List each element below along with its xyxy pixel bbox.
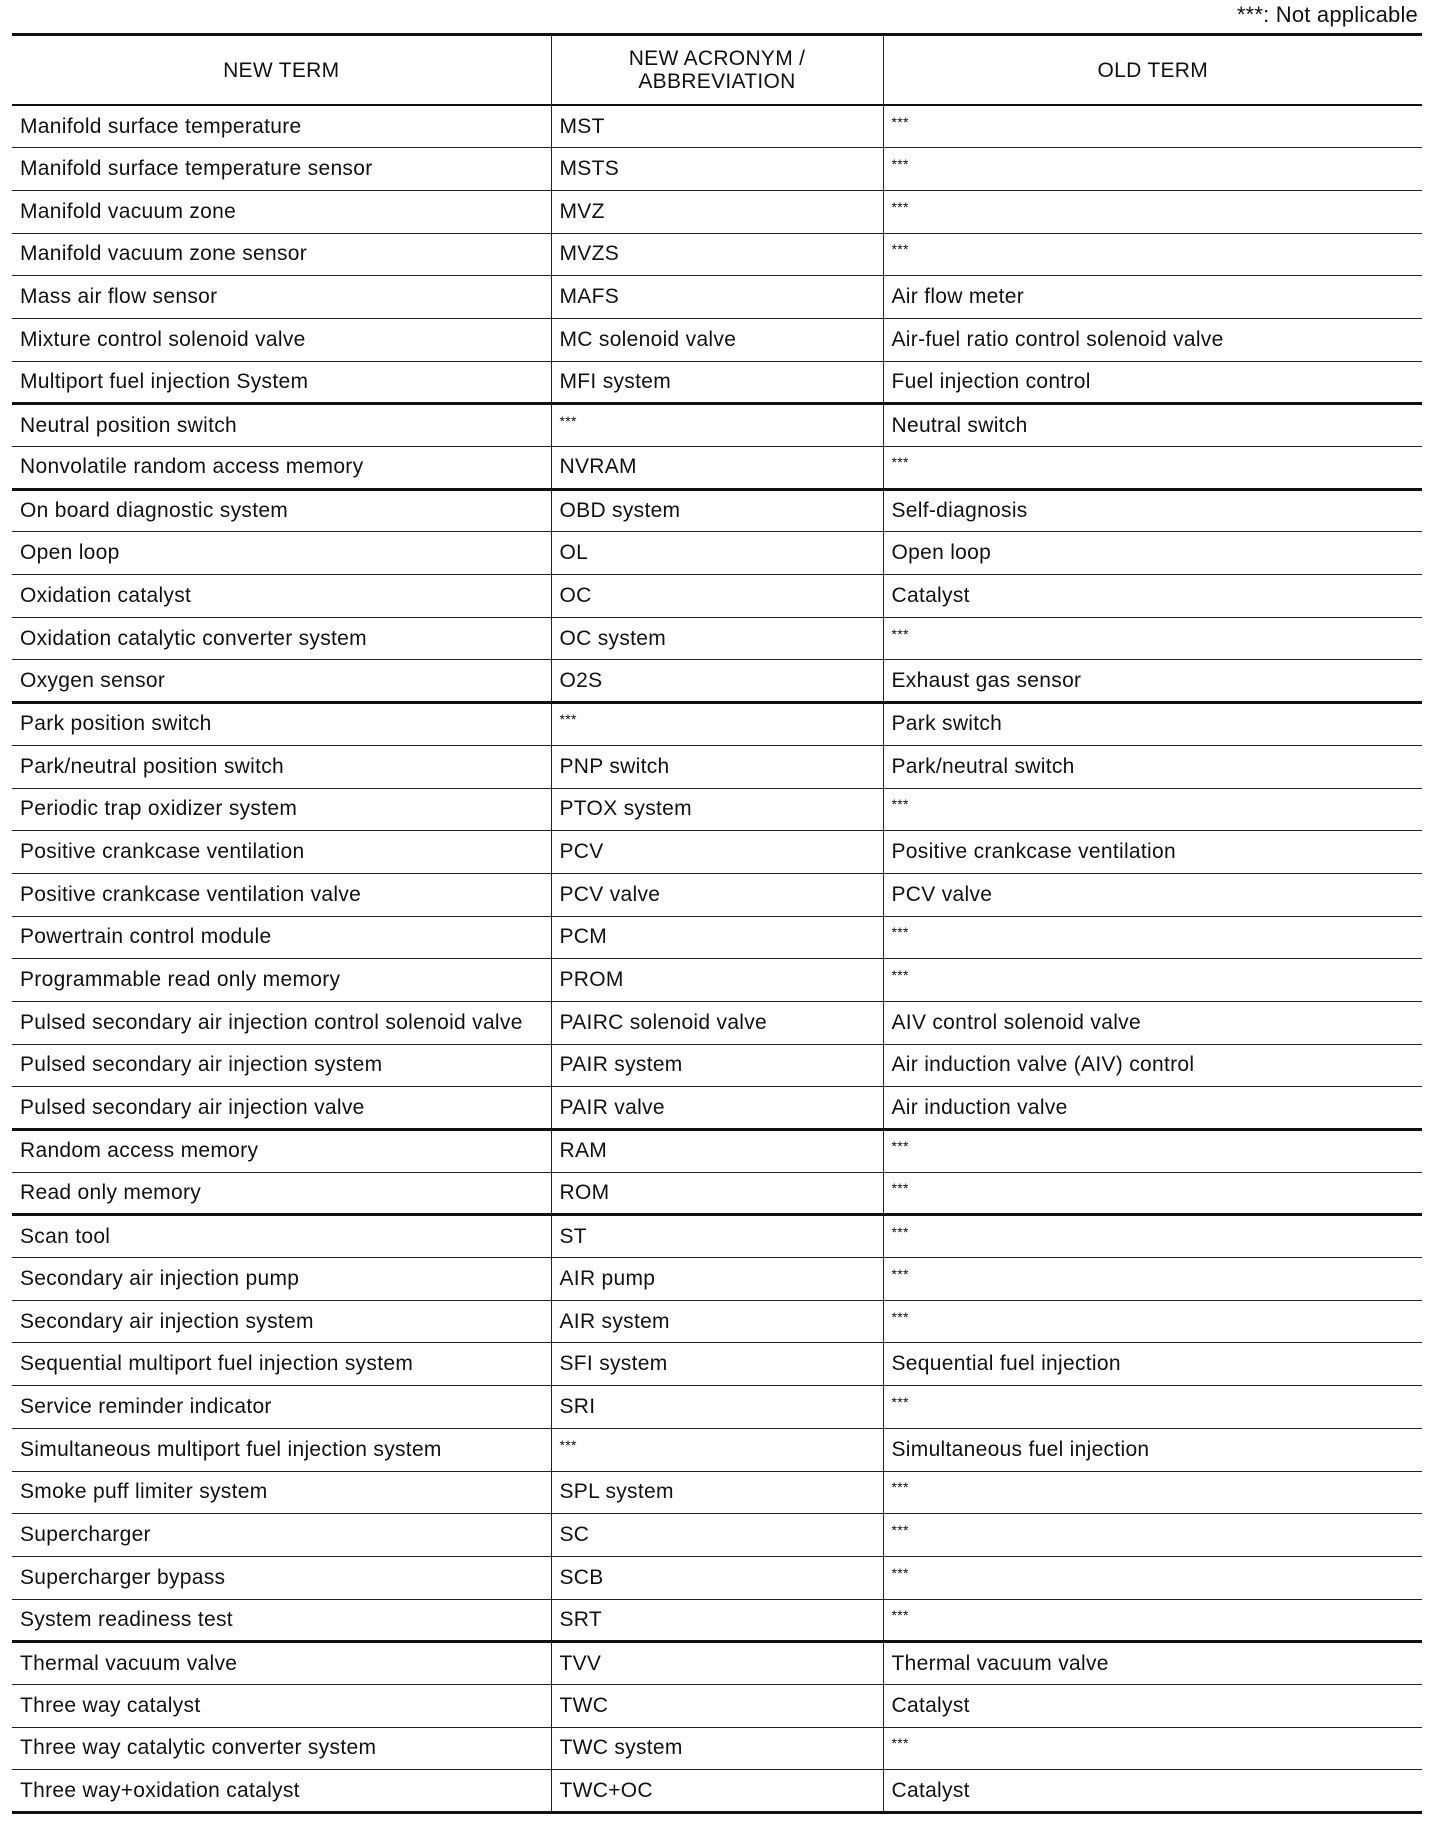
acronym-cell: TVV [551, 1642, 883, 1685]
acronym-cell: MVZS [551, 233, 883, 276]
table-row [12, 489, 1422, 532]
new-term-cell: Three way catalytic converter system [12, 1727, 551, 1770]
old-term-cell: Park/neutral switch [883, 745, 1422, 788]
table-row [12, 532, 1422, 575]
new-term-cell: Powertrain control module [12, 916, 551, 959]
new-term-cell: Three way catalyst [12, 1684, 551, 1727]
acronym-cell: PAIR system [551, 1044, 883, 1087]
old-term-cell: Park switch [883, 703, 1422, 746]
acronym-cell: SRI [551, 1386, 883, 1429]
new-term-cell: Open loop [12, 532, 551, 575]
new-term-cell: Manifold vacuum zone sensor [12, 233, 551, 276]
terminology-table [12, 33, 1422, 1814]
acronym-cell: MST [551, 105, 883, 148]
header-new-term: NEW TERM [12, 35, 551, 106]
new-term-cell: Manifold surface temperature sensor [12, 148, 551, 191]
old-term-cell: Air flow meter [883, 276, 1422, 319]
table-row [12, 361, 1422, 404]
new-term-cell: Secondary air injection pump [12, 1258, 551, 1301]
not-applicable-note: ***: Not applicable [1236, 2, 1418, 27]
old-term-cell: Catalyst [883, 575, 1422, 618]
table-row [12, 788, 1422, 831]
acronym-cell: SPL system [551, 1471, 883, 1514]
acronym-cell: PCM [551, 916, 883, 959]
old-term-cell: *** [883, 1556, 1422, 1599]
new-term-cell: Thermal vacuum valve [12, 1642, 551, 1685]
new-term-cell: Supercharger [12, 1514, 551, 1557]
new-term-cell: Neutral position switch [12, 404, 551, 447]
acronym-cell: PAIR valve [551, 1087, 883, 1130]
table-row [12, 1642, 1422, 1685]
table-row [12, 1770, 1422, 1813]
table-row [12, 190, 1422, 233]
old-term-cell: Air induction valve (AIV) control [883, 1044, 1422, 1087]
old-term-cell: *** [883, 1514, 1422, 1557]
table-row [12, 1684, 1422, 1727]
new-term-cell: Secondary air injection system [12, 1300, 551, 1343]
new-term-cell: Pulsed secondary air injection valve [12, 1087, 551, 1130]
acronym-cell: NVRAM [551, 447, 883, 490]
acronym-cell: SFI system [551, 1343, 883, 1386]
table-row [12, 1386, 1422, 1429]
new-term-cell: Programmable read only memory [12, 959, 551, 1002]
table-row [12, 617, 1422, 660]
acronym-cell: *** [551, 1428, 883, 1471]
old-term-cell: *** [883, 447, 1422, 490]
acronym-cell: PROM [551, 959, 883, 1002]
old-term-cell: Self-diagnosis [883, 489, 1422, 532]
header-new-acronym-line1: NEW ACRONYM / [628, 47, 806, 70]
new-term-cell: Periodic trap oxidizer system [12, 788, 551, 831]
old-term-cell: *** [883, 1300, 1422, 1343]
table-row [12, 318, 1422, 361]
old-term-cell: Catalyst [883, 1770, 1422, 1813]
table-row [12, 1044, 1422, 1087]
old-term-cell: *** [883, 148, 1422, 191]
table-row [12, 745, 1422, 788]
table-row [12, 703, 1422, 746]
old-term-cell: Air induction valve [883, 1087, 1422, 1130]
new-term-cell: Nonvolatile random access memory [12, 447, 551, 490]
table-row [12, 1300, 1422, 1343]
acronym-cell: PNP switch [551, 745, 883, 788]
acronym-cell: OC [551, 575, 883, 618]
old-term-cell: *** [883, 1386, 1422, 1429]
acronym-cell: *** [551, 703, 883, 746]
new-term-cell: Mass air flow sensor [12, 276, 551, 319]
table-row [12, 575, 1422, 618]
new-term-cell: Service reminder indicator [12, 1386, 551, 1429]
acronym-cell: MAFS [551, 276, 883, 319]
acronym-cell: PCV valve [551, 873, 883, 916]
acronym-cell: SC [551, 1514, 883, 1557]
old-term-cell: Positive crankcase ventilation [883, 831, 1422, 874]
table-row [12, 959, 1422, 1002]
acronym-cell: SCB [551, 1556, 883, 1599]
new-term-cell: Simultaneous multiport fuel injection system [12, 1428, 551, 1471]
table-row [12, 1343, 1422, 1386]
table-row [12, 1172, 1422, 1215]
old-term-cell: *** [883, 190, 1422, 233]
new-term-cell: Oxidation catalytic converter system [12, 617, 551, 660]
new-term-cell: Smoke puff limiter system [12, 1471, 551, 1514]
new-term-cell: Pulsed secondary air injection control solenoid valve [12, 1001, 551, 1044]
table-row [12, 233, 1422, 276]
new-term-cell: Oxidation catalyst [12, 575, 551, 618]
old-term-cell: *** [883, 105, 1422, 148]
old-term-cell: *** [883, 1258, 1422, 1301]
new-term-cell: Park/neutral position switch [12, 745, 551, 788]
acronym-cell: OC system [551, 617, 883, 660]
new-term-cell: Manifold vacuum zone [12, 190, 551, 233]
new-term-cell: Manifold surface temperature [12, 105, 551, 148]
acronym-cell: MSTS [551, 148, 883, 191]
table-row [12, 1471, 1422, 1514]
table-row [12, 1556, 1422, 1599]
header-old-term: OLD TERM [883, 35, 1422, 106]
old-term-cell: Sequential fuel injection [883, 1343, 1422, 1386]
acronym-cell: PCV [551, 831, 883, 874]
table-row [12, 1727, 1422, 1770]
acronym-cell: AIR system [551, 1300, 883, 1343]
acronym-cell: ROM [551, 1172, 883, 1215]
new-term-cell: Scan tool [12, 1215, 551, 1258]
old-term-cell: *** [883, 1727, 1422, 1770]
table-row [12, 1087, 1422, 1130]
new-term-cell: Multiport fuel injection System [12, 361, 551, 404]
old-term-cell: Air-fuel ratio control solenoid valve [883, 318, 1422, 361]
acronym-cell: MFI system [551, 361, 883, 404]
old-term-cell: *** [883, 1130, 1422, 1173]
old-term-cell: Catalyst [883, 1684, 1422, 1727]
old-term-cell: *** [883, 959, 1422, 1002]
new-term-cell: Park position switch [12, 703, 551, 746]
header-new-acronym-line2: ABBREVIATION [638, 70, 796, 93]
acronym-cell: *** [551, 404, 883, 447]
acronym-cell: TWC+OC [551, 1770, 883, 1813]
new-term-cell: Random access memory [12, 1130, 551, 1173]
new-term-cell: On board diagnostic system [12, 489, 551, 532]
table-row [12, 105, 1422, 148]
table-row [12, 1514, 1422, 1557]
table-row [12, 916, 1422, 959]
table-row [12, 276, 1422, 319]
new-term-cell: Three way+oxidation catalyst [12, 1770, 551, 1813]
old-term-cell: *** [883, 1471, 1422, 1514]
acronym-cell: OL [551, 532, 883, 575]
old-term-cell: Neutral switch [883, 404, 1422, 447]
old-term-cell: *** [883, 1599, 1422, 1642]
acronym-cell: AIR pump [551, 1258, 883, 1301]
table-body [12, 105, 1422, 1813]
acronym-cell: PAIRC solenoid valve [551, 1001, 883, 1044]
new-term-cell: Sequential multiport fuel injection system [12, 1343, 551, 1386]
old-term-cell: Open loop [883, 532, 1422, 575]
old-term-cell: *** [883, 1215, 1422, 1258]
acronym-cell: RAM [551, 1130, 883, 1173]
table-row [12, 1001, 1422, 1044]
new-term-cell: Positive crankcase ventilation [12, 831, 551, 874]
table-row [12, 404, 1422, 447]
new-term-cell: Positive crankcase ventilation valve [12, 873, 551, 916]
table-row [12, 1258, 1422, 1301]
table-row [12, 1215, 1422, 1258]
new-term-cell: Oxygen sensor [12, 660, 551, 703]
new-term-cell: Pulsed secondary air injection system [12, 1044, 551, 1087]
old-term-cell: Simultaneous fuel injection [883, 1428, 1422, 1471]
table-row [12, 148, 1422, 191]
acronym-cell: PTOX system [551, 788, 883, 831]
acronym-cell: OBD system [551, 489, 883, 532]
table-row [12, 873, 1422, 916]
new-term-cell: Read only memory [12, 1172, 551, 1215]
new-term-cell: Supercharger bypass [12, 1556, 551, 1599]
table-header [12, 35, 1422, 106]
header-row [12, 35, 1422, 106]
new-term-cell: Mixture control solenoid valve [12, 318, 551, 361]
old-term-cell: *** [883, 1172, 1422, 1215]
old-term-cell: *** [883, 617, 1422, 660]
old-term-cell: AIV control solenoid valve [883, 1001, 1422, 1044]
table-row [12, 660, 1422, 703]
acronym-cell: ST [551, 1215, 883, 1258]
acronym-cell: MVZ [551, 190, 883, 233]
old-term-cell: *** [883, 916, 1422, 959]
old-term-cell: Fuel injection control [883, 361, 1422, 404]
old-term-cell: *** [883, 233, 1422, 276]
old-term-cell: Exhaust gas sensor [883, 660, 1422, 703]
header-new-acronym [551, 35, 883, 106]
table-row [12, 447, 1422, 490]
table-row [12, 1428, 1422, 1471]
table-row [12, 1599, 1422, 1642]
old-term-cell: *** [883, 788, 1422, 831]
acronym-cell: SRT [551, 1599, 883, 1642]
table-row [12, 1130, 1422, 1173]
acronym-cell: MC solenoid valve [551, 318, 883, 361]
acronym-cell: O2S [551, 660, 883, 703]
old-term-cell: Thermal vacuum valve [883, 1642, 1422, 1685]
acronym-cell: TWC [551, 1684, 883, 1727]
new-term-cell: System readiness test [12, 1599, 551, 1642]
acronym-cell: TWC system [551, 1727, 883, 1770]
table-row [12, 831, 1422, 874]
old-term-cell: PCV valve [883, 873, 1422, 916]
